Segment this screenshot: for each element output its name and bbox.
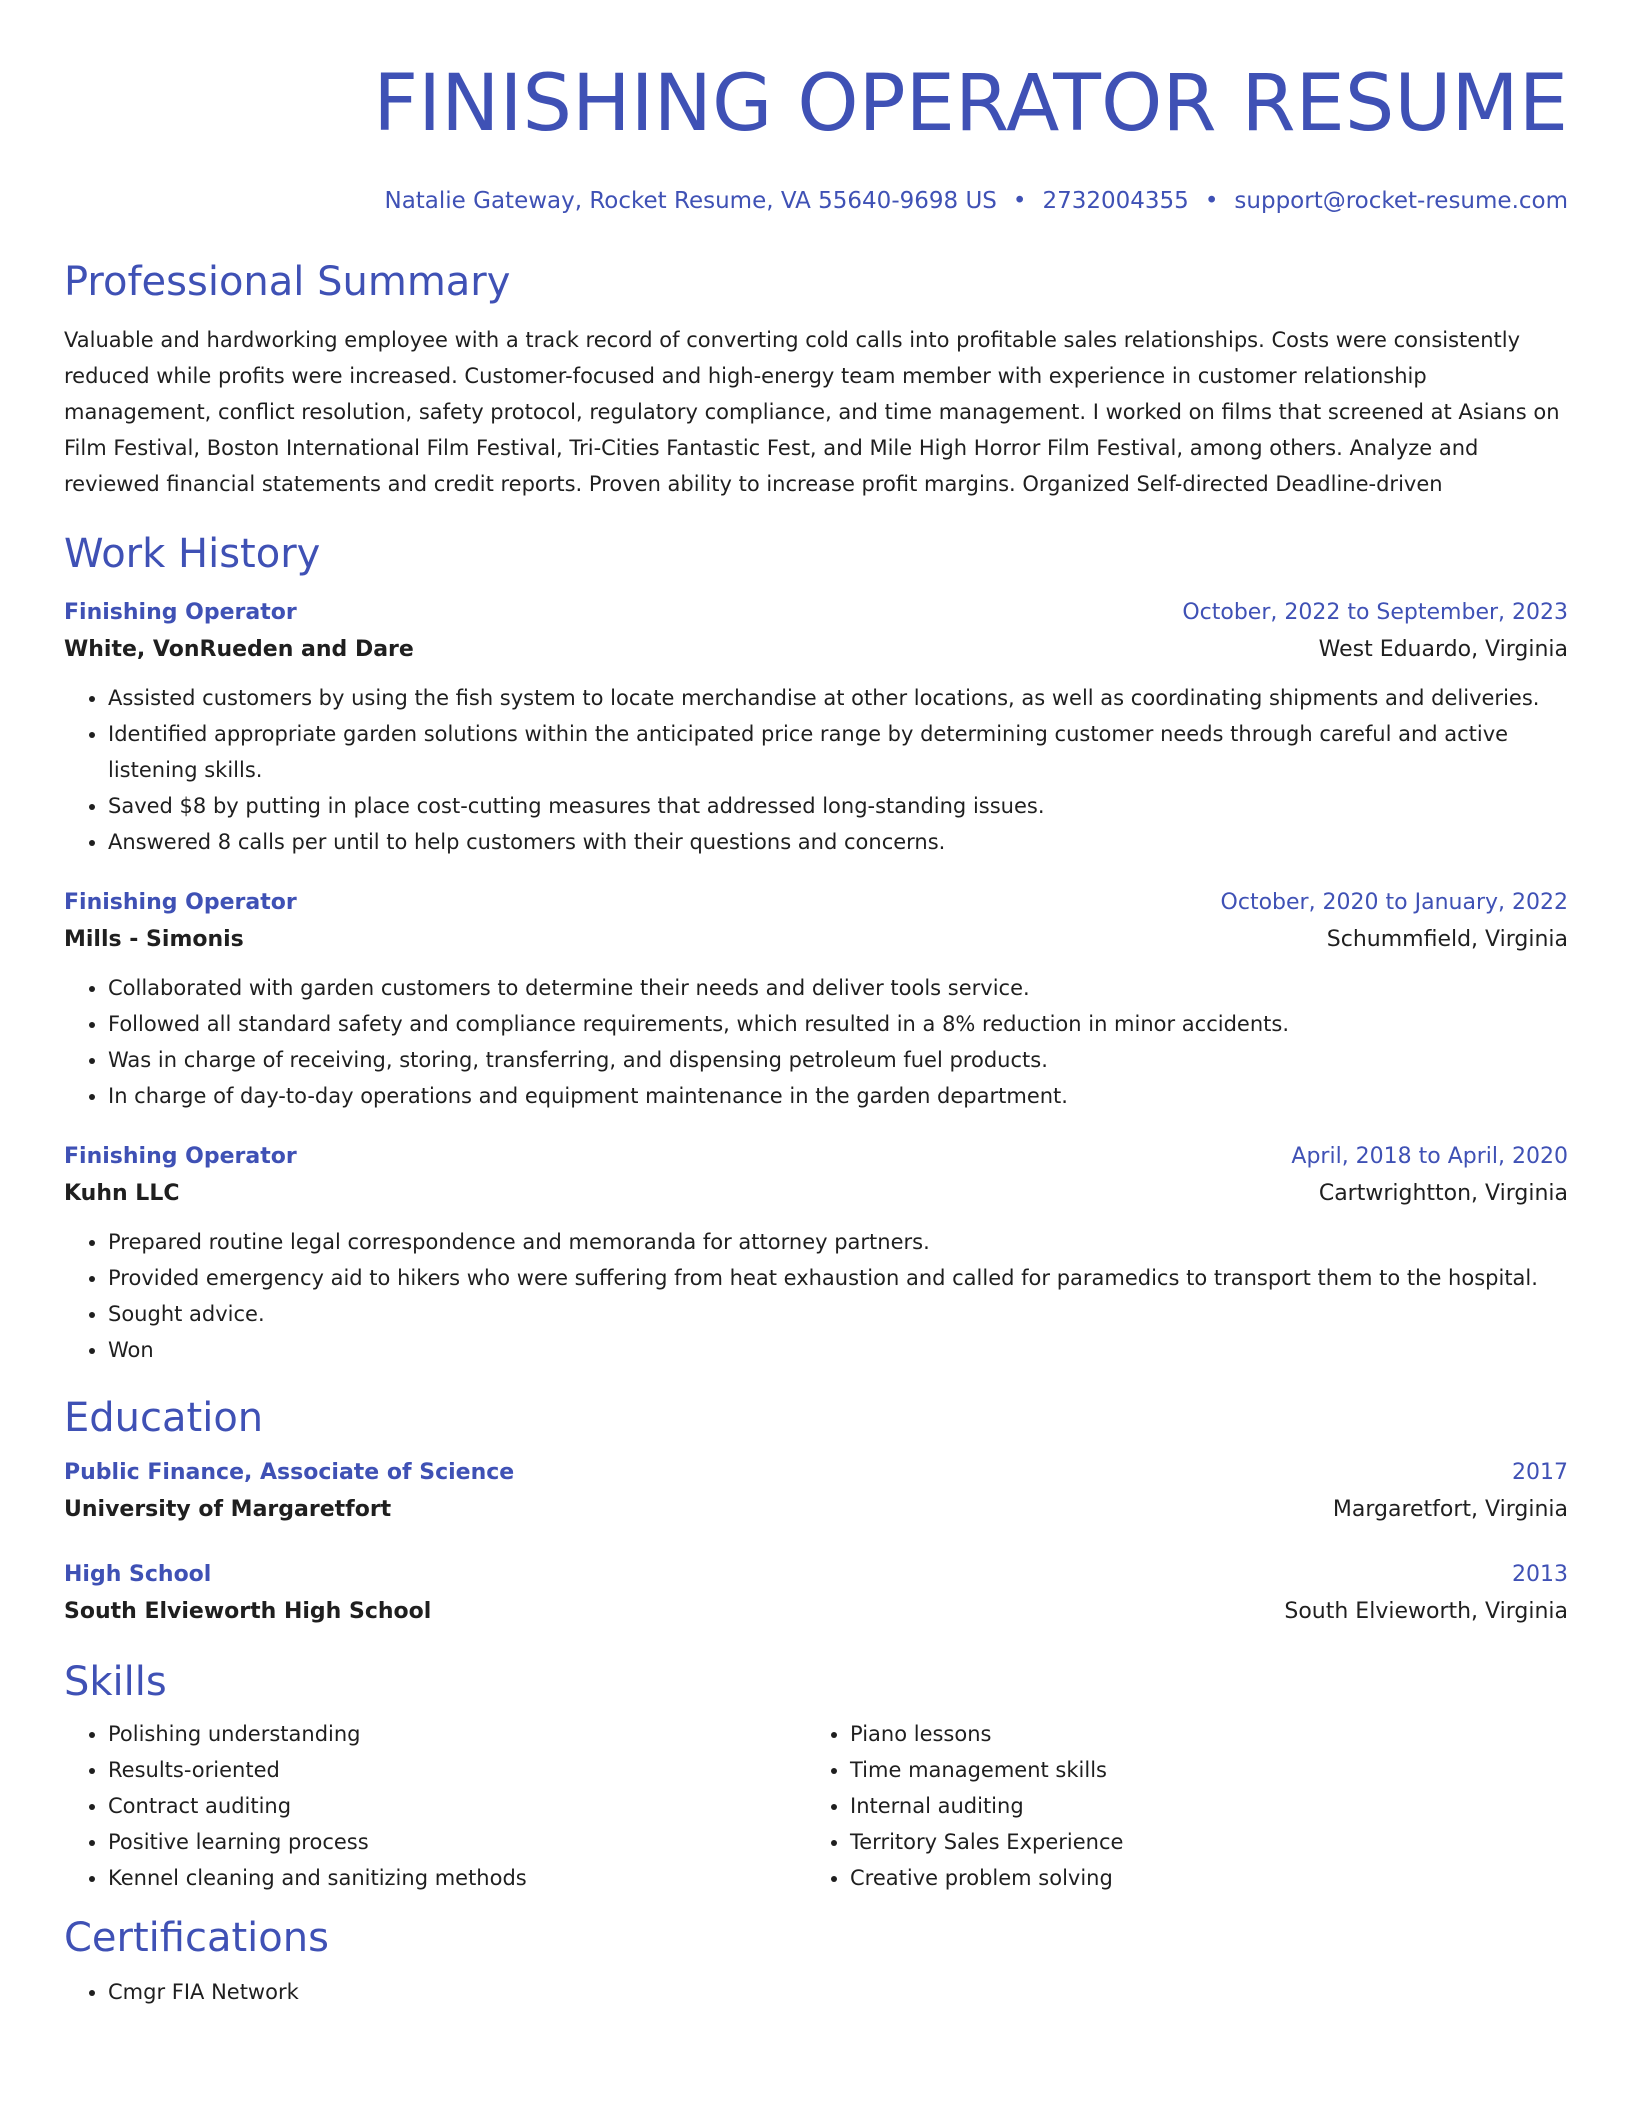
job-bullets [64,970,1568,1114]
job-header [64,596,1568,630]
certification-item: • Cmgr FIA Network [108,1974,1568,2010]
job-subheader [64,630,1568,670]
skill-item: • Contract auditing [108,1788,806,1824]
job-bullet: • Answered 8 calls per until to help customers with their questions and concerns. [108,824,1568,860]
education-entry [64,1558,1568,1632]
job-role: Finishing Operator [64,1144,297,1169]
contact-address: Natalie Gateway, Rocket Resume, VA 55640-9698 US [384,188,997,214]
job-bullet: • Prepared routine legal correspondence and memoranda for attorney partners. [108,1224,1568,1260]
job-location: Schummfield, Virginia [1326,927,1568,952]
contact-separator: • [1204,188,1219,214]
skills-column-right [806,1716,1548,1896]
skill-item: • Positive learning process [108,1824,806,1860]
job-bullets [64,680,1568,860]
education-subheader [64,1490,1568,1530]
job-bullet: • Identified appropriate garden solutions within the anticipated price range by determining customer needs through careful and active listening skills. [108,716,1568,788]
job-bullet: • Collaborated with garden customers to determine their needs and deliver tools service. [108,970,1568,1006]
education-entry [64,1456,1568,1530]
skills-column-left [64,1716,806,1896]
job-entry [64,1140,1568,1368]
education-location: South Elvieworth, Virginia [1284,1599,1568,1624]
education-subheader [64,1592,1568,1632]
job-location: West Eduardo, Virginia [1318,637,1568,662]
certifications-heading: Certifications [64,1915,329,1961]
skill-item: • Internal auditing [850,1788,1548,1824]
job-dates: October, 2022 to September, 2023 [1182,600,1568,625]
job-subheader [64,1174,1568,1214]
job-bullet: • Sought advice. [108,1296,1568,1332]
job-bullets [64,1224,1568,1368]
skill-item: • Results-oriented [108,1752,806,1788]
job-bullet: • Followed all standard safety and compliance requirements, which resulted in a 8% reduction in minor accidents. [108,1006,1568,1042]
job-dates: October, 2020 to January, 2022 [1220,890,1568,915]
job-bullet: • In charge of day-to-day operations and equipment maintenance in the garden department. [108,1078,1568,1114]
education-heading: Education [64,1395,264,1441]
education-header [64,1558,1568,1592]
job-bullet: • Won [108,1332,1568,1368]
job-header [64,886,1568,920]
education-year: 2017 [1512,1460,1568,1485]
skills-heading: Skills [64,1659,167,1705]
work-history-heading: Work History [64,531,321,577]
skill-item: • Polishing understanding [108,1716,806,1752]
certifications-list [64,1974,1568,2010]
skill-item: • Creative problem solving [850,1860,1548,1896]
job-entry [64,596,1568,860]
job-location: Cartwrightton, Virginia [1318,1181,1568,1206]
job-company: Mills - Simonis [64,927,244,952]
job-bullet: • Assisted customers by using the fish system to locate merchandise at other locations, as well as coordinating shipments and deliveries. [108,680,1568,716]
skills-list [64,1716,1568,1896]
summary-heading: Professional Summary [64,259,511,305]
job-company: Kuhn LLC [64,1181,180,1206]
education-degree: Public Finance, Associate of Science [64,1460,515,1485]
job-bullet: • Saved $8 by putting in place cost-cutting measures that addressed long-standing issues. [108,788,1568,824]
education-year: 2013 [1512,1562,1568,1587]
job-dates: April, 2018 to April, 2020 [1291,1144,1568,1169]
resume-title: FINISHING OPERATOR RESUME [373,59,1568,149]
job-bullet: • Was in charge of receiving, storing, transferring, and dispensing petroleum fuel products. [108,1042,1568,1078]
education-header [64,1456,1568,1490]
skill-item: • Time management skills [850,1752,1548,1788]
education-school: South Elvieworth High School [64,1599,432,1624]
job-company: White, VonRueden and Dare [64,637,414,662]
skill-item: • Kennel cleaning and sanitizing methods [108,1860,806,1896]
education-degree: High School [64,1562,212,1587]
job-bullet: • Provided emergency aid to hikers who were suffering from heat exhaustion and called for paramedics to transport them to the hospital. [108,1260,1568,1296]
job-role: Finishing Operator [64,600,297,625]
contact-phone: 2732004355 [1042,188,1189,214]
resume-page [64,0,1568,2010]
job-subheader [64,920,1568,960]
summary-text: Valuable and hardworking employee with a track record of converting cold calls into profitable sales relationships. Costs were consistently reduced while profits were increased. Customer-focused and high-energy team member with experience in customer relationship management, conflict resolution, safety protocol, regulatory compliance, and time management. I worked on films that screened at Asians on Film Festival, Boston International Film Festival, Tri-Cities Fantastic Fest, and Mile High Horror Film Festival, among others. Analyze and reviewed financial statements and credit reports. Proven ability to increase profit margins. Organized Self-directed Deadline-driven [64,328,1560,496]
skill-item: • Piano lessons [850,1716,1548,1752]
contact-line [64,186,1568,216]
job-entry [64,886,1568,1114]
contact-separator: • [1012,188,1027,214]
education-school: University of Margaretfort [64,1497,392,1522]
job-header [64,1140,1568,1174]
skill-item: • Territory Sales Experience [850,1824,1548,1860]
job-role: Finishing Operator [64,890,297,915]
education-location: Margaretfort, Virginia [1332,1497,1568,1522]
contact-email: support@rocket-resume.com [1234,188,1568,214]
